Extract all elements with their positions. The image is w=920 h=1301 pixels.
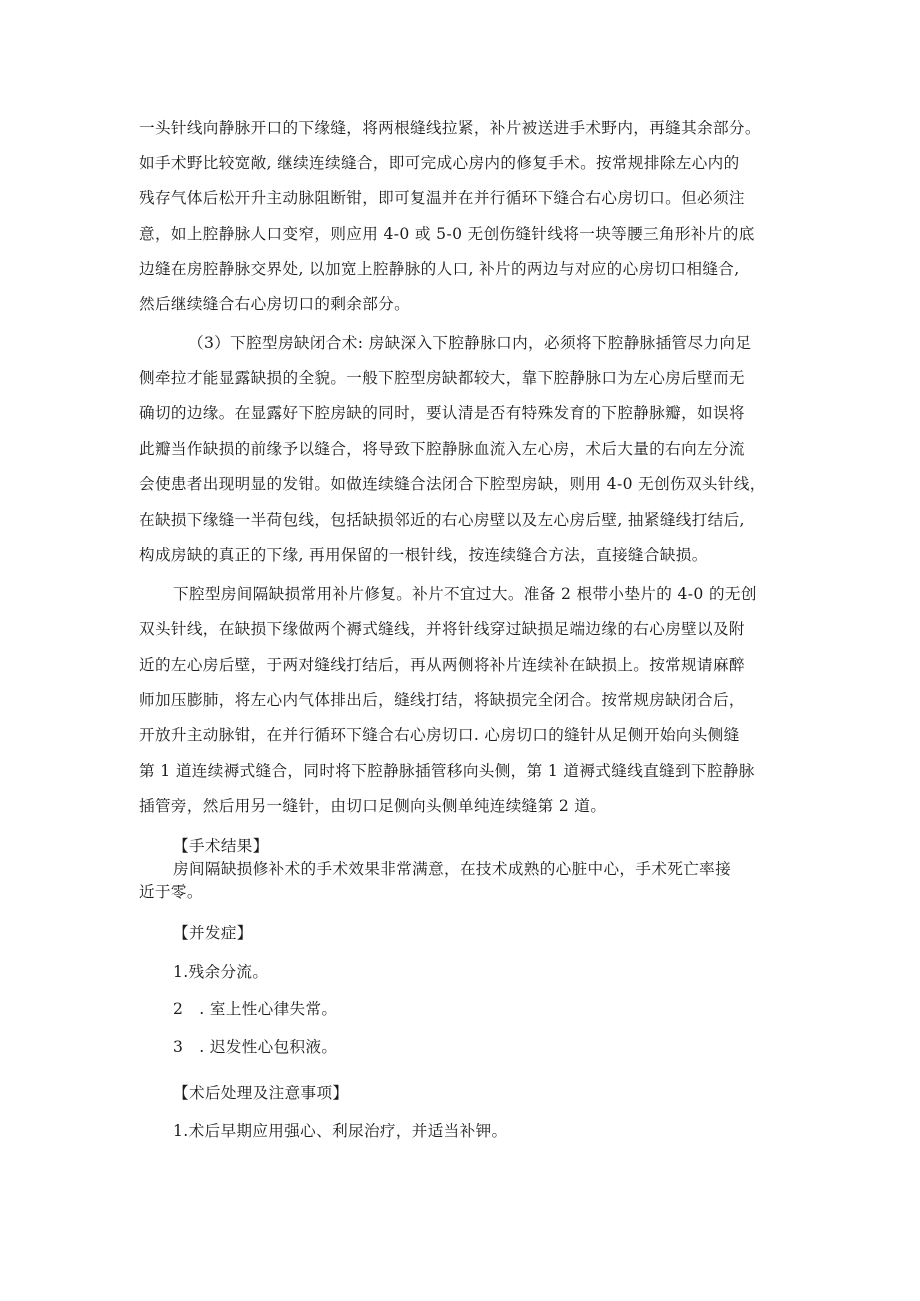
paragraph-1-line: 边缝在房腔静脉交界处, 以加宽上腔静脉的人口, 补片的两边与对应的心房切口相缝合, [139, 260, 740, 278]
paragraph-2-line: 此瓣当作缺损的前缘予以缝合，将导致下腔静脉血流入左心房，术后大量的右向左分流 [139, 440, 745, 458]
paragraph-3-line: 插管旁，然后用另一缝针，由切口足侧向头侧单纯连续缝第 2 道。 [139, 797, 607, 815]
results-line: 近于零。 [139, 883, 203, 901]
paragraph-3-line: 下腔型房间隔缺损常用补片修复。补片不宜过大。准备 2 根带小垫片的 4-0 的无创 [173, 585, 757, 603]
paragraph-2-line: 在缺损下缘缝一半荷包线，包括缺损邻近的右心房壁以及左心房后壁, 抽紧缝线打结后, [139, 511, 745, 529]
results-line: 房间隔缺损修补术的手术效果非常满意，在技术成熟的心脏中心，手术死亡率接 [173, 860, 732, 878]
paragraph-1-line: 如手术野比较宽敞, 继续连续缝合，即可完成心房内的修复手术。按常规排除左心内的 [139, 154, 740, 172]
paragraph-1-line: 一头针线向静脉开口的下缘缝，将两根缝线拉紧，补片被送进手术野内，再缝其余部分。 [139, 119, 761, 137]
complication-item: 3 . 迟发性心包积液。 [173, 1038, 338, 1056]
complication-item: 1.残余分流。 [173, 963, 269, 981]
complications-heading: 【并发症】 [173, 924, 253, 942]
paragraph-1-line: 残存气体后松开升主动脉阻断钳，即可复温并在并行循环下缝合右心房切口。但必须注 [139, 189, 745, 207]
paragraph-1-line: 然后继续缝合右心房切口的剩余部分。 [139, 295, 411, 313]
postop-heading: 【术后处理及注意事项】 [173, 1084, 349, 1102]
paragraph-3-line: 师加压膨肺，将左心内气体排出后，缝线打结，将缺损完全闭合。按常规房缺闭合后， [139, 691, 745, 709]
paragraph-2-line: 确切的边缘。在显露好下腔房缺的同时，要认清是否有特殊发育的下腔静脉瓣，如误将 [139, 404, 745, 422]
paragraph-3-line: 第 1 道连续褥式缝合，同时将下腔静脉插管移向头侧，第 1 道褥式缝线直缝到下腔静脉 [139, 762, 755, 780]
complication-item: 2 . 室上性心律失常。 [173, 1000, 338, 1018]
paragraph-2-line: 会使患者出现明显的发钳。如做连续缝合法闭合下腔型房缺，则用 4-0 无创伤双头针线， [139, 475, 766, 493]
paragraph-2-line: 构成房缺的真正的下缘, 再用保留的一根针线，按连续缝合方法，直接缝合缺损。 [139, 546, 708, 564]
paragraph-2-line: （3）下腔型房缺闭合术: 房缺深入下腔静脉口内，必须将下腔静脉插管尽力向足 [188, 334, 752, 352]
results-heading: 【手术结果】 [173, 837, 269, 855]
paragraph-3-line: 近的左心房后壁，于两对缝线打结后，再从两侧将补片连续补在缺损上。按常规请麻醉 [139, 656, 745, 674]
paragraph-3-line: 开放升主动脉钳，在并行循环下缝合右心房切口. 心房切口的缝针从足侧开始向头侧缝 [139, 726, 740, 744]
paragraph-3-line: 双头针线，在缺损下缘做两个褥式缝线，并将针线穿过缺损足端边缘的右心房壁以及附 [139, 620, 745, 638]
postop-item: 1.术后早期应用强心、利尿治疗，并适当补钾。 [173, 1122, 508, 1140]
paragraph-1-line: 意，如上腔静脉人口变窄，则应用 4-0 或 5-0 无创伤缝针线将一块等腰三角形补片的底 [139, 225, 755, 243]
paragraph-2-line: 侧牵拉才能显露缺损的全貌。一般下腔型房缺都较大，靠下腔静脉口为左心房后壁而无 [139, 369, 745, 387]
